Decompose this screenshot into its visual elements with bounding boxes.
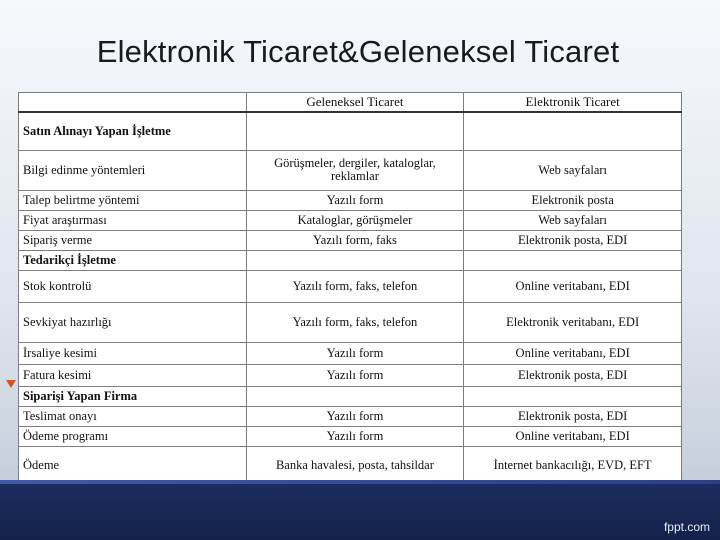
table-row xyxy=(19,446,682,484)
traditional-cell: Yazılı form, faks xyxy=(246,230,464,250)
traditional-cell: Yazılı form xyxy=(246,406,464,426)
row-label: Tedarikçi İşletme xyxy=(19,250,247,270)
table-row xyxy=(19,190,682,210)
table-row xyxy=(19,302,682,342)
header-cell-label xyxy=(19,93,247,113)
electronic-cell: Elektronik veritabanı, EDI xyxy=(464,302,682,342)
table-row xyxy=(19,210,682,230)
electronic-cell: Online veritabanı, EDI xyxy=(464,270,682,302)
traditional-cell: Yazılı form xyxy=(246,342,464,364)
slide-title: Elektronik Ticaret&Geleneksel Ticaret xyxy=(96,34,620,69)
row-label: Fatura kesimi xyxy=(19,364,247,386)
electronic-cell: İnternet bankacılığı, EVD, EFT xyxy=(464,446,682,484)
table-row xyxy=(19,406,682,426)
row-label: Sipariş verme xyxy=(19,230,247,250)
traditional-cell: Görüşmeler, dergiler, kataloglar, reklamlar xyxy=(246,150,464,190)
electronic-cell xyxy=(464,112,682,150)
row-label: Ödeme programı xyxy=(19,426,247,446)
table-row xyxy=(19,230,682,250)
traditional-cell: Yazılı form xyxy=(246,426,464,446)
electronic-cell: Online veritabanı, EDI xyxy=(464,426,682,446)
table-row xyxy=(19,250,682,270)
table-row xyxy=(19,342,682,364)
traditional-cell: Yazılı form, faks, telefon xyxy=(246,302,464,342)
footer-brand: fppt.com xyxy=(663,520,710,534)
table-row xyxy=(19,364,682,386)
table-row xyxy=(19,112,682,150)
traditional-cell: Banka havalesi, posta, tahsildar xyxy=(246,446,464,484)
table-row xyxy=(19,270,682,302)
electronic-cell: Elektronik posta, EDI xyxy=(464,406,682,426)
row-label: Ödeme xyxy=(19,446,247,484)
electronic-cell: Elektronik posta xyxy=(464,190,682,210)
traditional-cell xyxy=(246,250,464,270)
electronic-cell: Web sayfaları xyxy=(464,210,682,230)
row-label: Bilgi edinme yöntemleri xyxy=(19,150,247,190)
row-label: Satın Alınayı Yapan İşletme xyxy=(19,112,247,150)
triangle-marker-icon xyxy=(6,380,16,388)
header-cell-traditional: Geleneksel Ticaret xyxy=(246,93,464,113)
row-label: Stok kontrolü xyxy=(19,270,247,302)
electronic-cell xyxy=(464,386,682,406)
electronic-cell: Elektronik posta, EDI xyxy=(464,364,682,386)
header-cell-electronic: Elektronik Ticaret xyxy=(464,93,682,113)
row-label: Talep belirtme yöntemi xyxy=(19,190,247,210)
traditional-cell xyxy=(246,386,464,406)
footer-band xyxy=(0,480,720,540)
table-header-row xyxy=(19,93,682,113)
electronic-cell: Online veritabanı, EDI xyxy=(464,342,682,364)
comparison-table xyxy=(18,92,682,485)
row-label: Teslimat onayı xyxy=(19,406,247,426)
row-label: Sevkiyat hazırlığı xyxy=(19,302,247,342)
table-row xyxy=(19,426,682,446)
traditional-cell xyxy=(246,112,464,150)
row-label: Fiyat araştırması xyxy=(19,210,247,230)
electronic-cell: Web sayfaları xyxy=(464,150,682,190)
traditional-cell: Yazılı form xyxy=(246,364,464,386)
row-label: İrsaliye kesimi xyxy=(19,342,247,364)
electronic-cell: Elektronik posta, EDI xyxy=(464,230,682,250)
traditional-cell: Kataloglar, görüşmeler xyxy=(246,210,464,230)
table-row xyxy=(19,150,682,190)
traditional-cell: Yazılı form xyxy=(246,190,464,210)
row-label: Siparişi Yapan Firma xyxy=(19,386,247,406)
traditional-cell: Yazılı form, faks, telefon xyxy=(246,270,464,302)
table-row xyxy=(19,386,682,406)
electronic-cell xyxy=(464,250,682,270)
